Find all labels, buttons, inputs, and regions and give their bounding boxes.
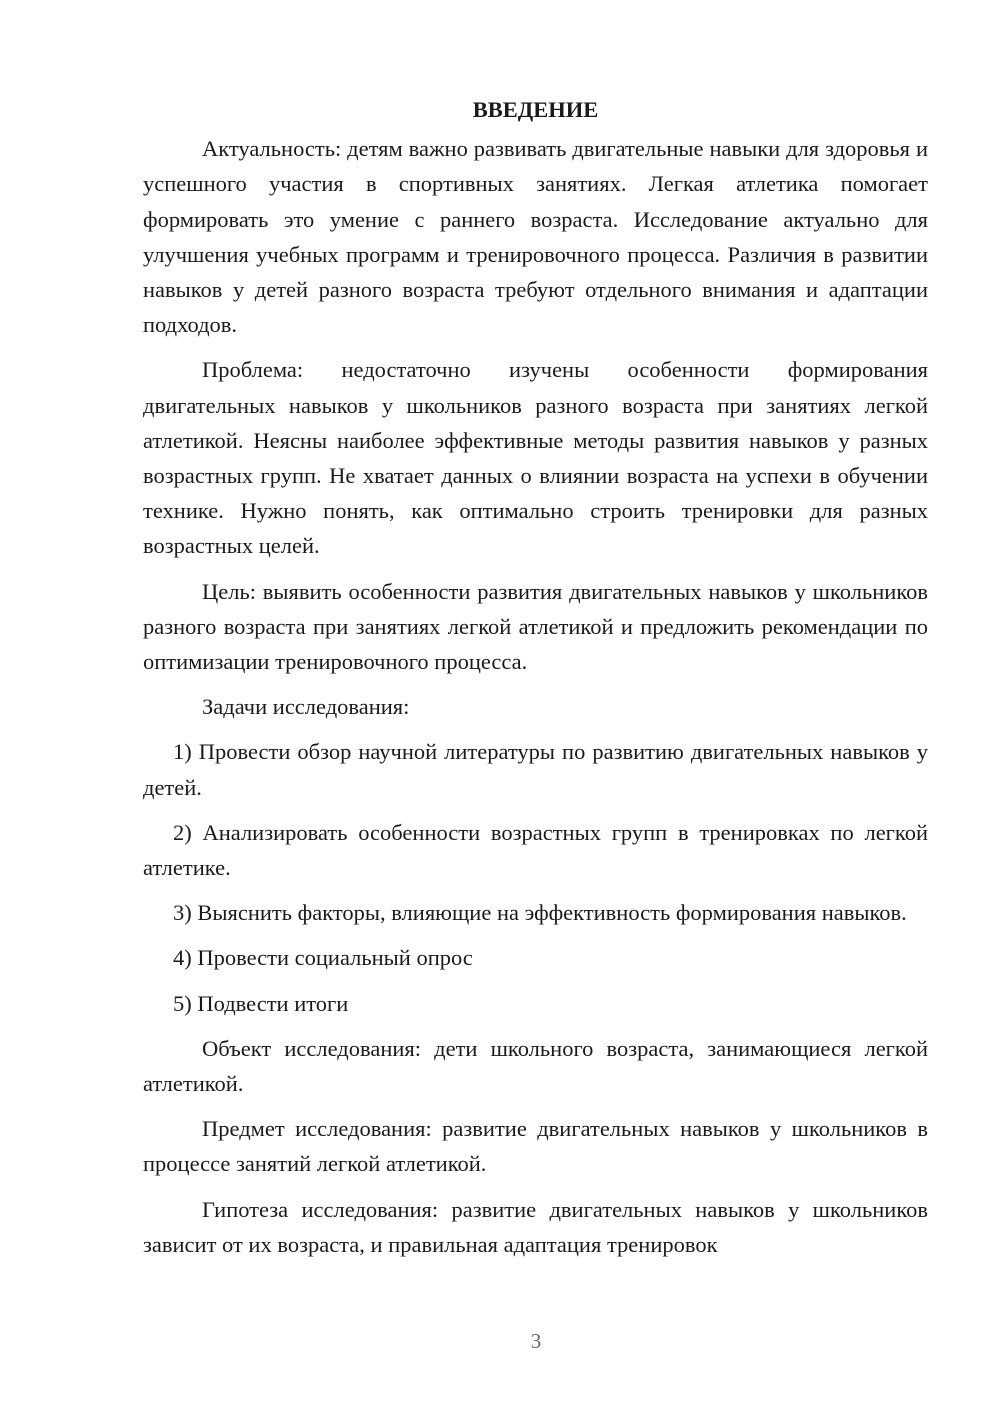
- task-item-2: 2) Анализировать особенности возрастных групп в тренировках по легкой атлетике.: [143, 819, 928, 881]
- paragraph-goal: Цель: выявить особенности развития двигательных навыков у школьников разного возраста при занятиях легкой атлетикой и предложить рекомендации по оптимизации тренировочного процесса.: [143, 578, 928, 675]
- task-item-4: 4) Провести социальный опрос: [173, 945, 473, 971]
- paragraph-problem: Проблема: недостаточно изучены особенности формирования двигательных навыков у школьников разного возраста при занятиях легкой атлетикой. Неясны наиболее эффективные методы развития навыков у разных возрастных групп. Не хватает данных о влиянии возраста на успехи в обучении технике. Нужно понять, как оптимально строить тренировки для разных возрастных целей.: [143, 357, 928, 559]
- paragraph-object: Объект исследования: дети школьного возраста, занимающиеся легкой атлетикой.: [143, 1035, 928, 1097]
- paragraph-relevance: Актуальность: детям важно развивать двигательные навыки для здоровья и успешного участия в спортивных занятиях. Легкая атлетика помогает формировать это умение с раннего возраста. Исследование актуально для улучшения учебных программ и тренировочного процесса. Различия в развитии навыков у детей разного возраста требуют отдельного внимания и адаптации подходов.: [143, 136, 928, 338]
- section-title: ВВЕДЕНИЕ: [472, 97, 599, 122]
- page-number: 3: [530, 1329, 542, 1353]
- paragraph-subject: Предмет исследования: развитие двигательных навыков у школьников в процессе занятий легкой атлетикой.: [143, 1116, 928, 1177]
- page-body: [143, 92, 928, 1272]
- task-item-3: 3) Выяснить факторы, влияющие на эффективность формирования навыков.: [173, 900, 907, 926]
- task-item-5: 5) Подвести итоги: [173, 990, 349, 1016]
- task-item-1: 1) Провести обзор научной литературы по развитию двигательных навыков у детей.: [143, 739, 928, 800]
- paragraph-tasks-heading: Задачи исследования:: [202, 694, 410, 720]
- paragraph-hypothesis: Гипотеза исследования: развитие двигательных навыков у школьников зависит от их возраста, и правильная адаптация тренировок: [143, 1196, 928, 1257]
